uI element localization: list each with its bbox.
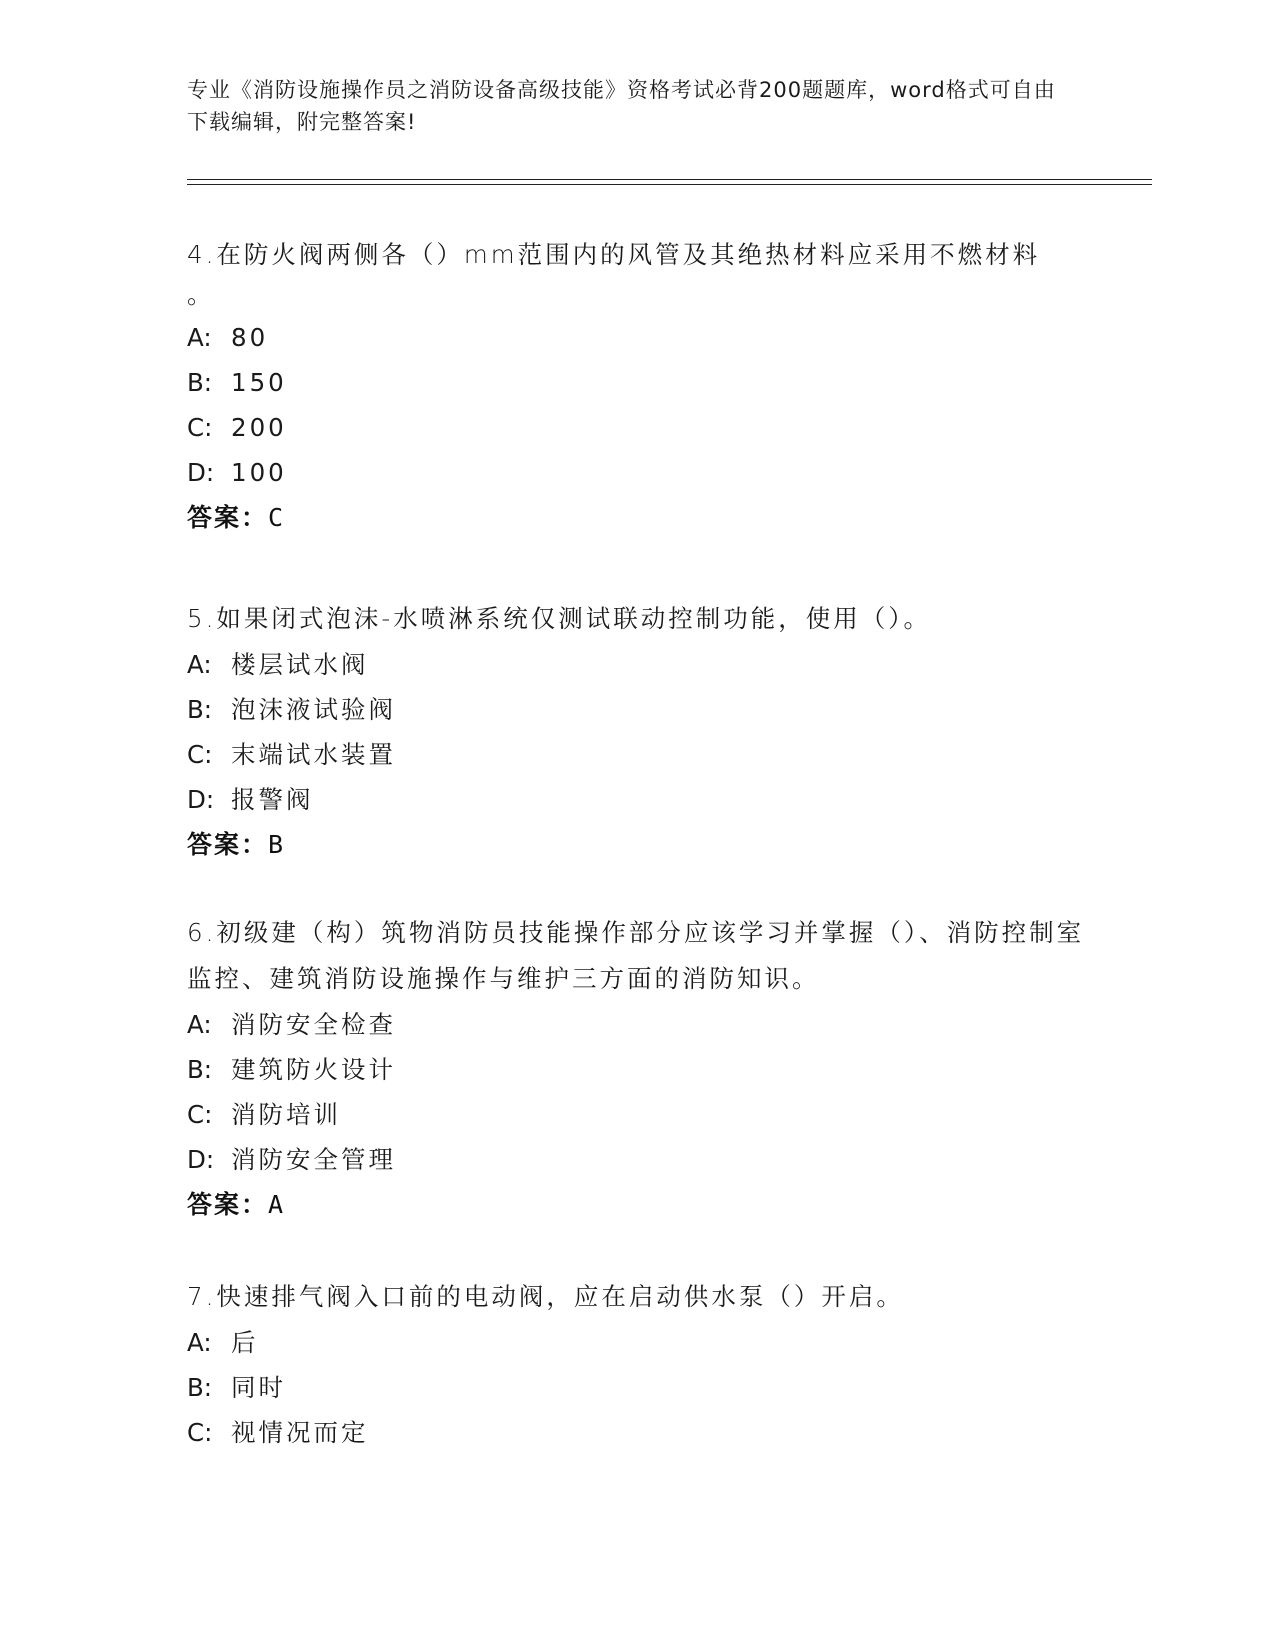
option-value: 200 [231, 413, 287, 442]
answer-line [187, 1182, 1087, 1228]
option-value: 视情况而定 [231, 1418, 369, 1447]
answer-label: 答案： [187, 830, 269, 859]
question-text: 6.初级建（构）筑物消防员技能操作部分应该学习并掌握（）、消防控制室监控、建筑消防设施操作与维护三方面的消防知识。 [187, 918, 1085, 993]
question-text: 4.在防火阀两侧各（）mm范围内的风管及其绝热材料应采用不燃材料 [187, 240, 1041, 269]
option-key: D: [187, 785, 215, 814]
question-text-tail: 。 [187, 280, 212, 309]
option-key: C: [187, 1100, 213, 1129]
option-value: 80 [231, 323, 269, 352]
option-key: A: [187, 1328, 212, 1357]
header-divider-bottom [187, 184, 1152, 185]
option-c [187, 732, 1087, 777]
option-key: A: [187, 650, 212, 679]
option-value: 泡沫液试验阀 [231, 695, 396, 724]
document-intro: 专业《消防设施操作员之消防设备高级技能》资格考试必背200题题库，word格式可自由下载编辑，附完整答案! [187, 78, 1056, 134]
option-value: 后 [231, 1328, 259, 1357]
option-key: A: [187, 1010, 212, 1039]
option-a [187, 1320, 1087, 1365]
option-c [187, 405, 1087, 450]
option-value: 报警阀 [231, 785, 314, 814]
option-b [187, 687, 1087, 732]
option-key: D: [187, 1145, 215, 1174]
option-value: 消防安全检查 [231, 1010, 396, 1039]
option-b [187, 1365, 1087, 1410]
answer-label: 答案： [187, 503, 269, 532]
header-divider-top [187, 179, 1152, 180]
option-key: C: [187, 413, 213, 442]
option-value: 楼层试水阀 [231, 650, 369, 679]
option-a [187, 642, 1087, 687]
answer-label: 答案： [187, 1190, 269, 1219]
option-key: A: [187, 323, 212, 352]
option-c [187, 1092, 1087, 1137]
answer-value: C [268, 503, 286, 532]
option-a [187, 315, 1087, 360]
option-key: B: [187, 368, 213, 397]
question-6 [187, 910, 1087, 1228]
option-value: 消防培训 [231, 1100, 341, 1129]
option-key: D: [187, 458, 215, 487]
option-c [187, 1410, 1087, 1455]
answer-value: B [268, 830, 286, 859]
question-text: 5.如果闭式泡沫-水喷淋系统仅测试联动控制功能，使用（）。 [187, 604, 931, 633]
option-key: C: [187, 740, 213, 769]
option-key: B: [187, 695, 213, 724]
question-5 [187, 596, 1087, 868]
option-key: B: [187, 1373, 213, 1402]
option-b [187, 360, 1087, 405]
option-key: C: [187, 1418, 213, 1447]
option-b [187, 1047, 1087, 1092]
option-value: 150 [231, 368, 287, 397]
option-value: 同时 [231, 1373, 286, 1402]
option-key: B: [187, 1055, 213, 1084]
answer-line [187, 495, 1087, 541]
answer-value: A [268, 1190, 286, 1219]
option-value: 消防安全管理 [231, 1145, 396, 1174]
option-d [187, 450, 1087, 495]
question-text: 7.快速排气阀入口前的电动阀，应在启动供水泵（）开启。 [187, 1282, 904, 1311]
answer-line [187, 822, 1087, 868]
question-4 [187, 232, 1087, 541]
question-7 [187, 1274, 1087, 1455]
option-value: 建筑防火设计 [231, 1055, 396, 1084]
option-d [187, 1137, 1087, 1182]
option-d [187, 777, 1087, 822]
option-a [187, 1002, 1087, 1047]
option-value: 末端试水装置 [231, 740, 396, 769]
option-value: 100 [231, 458, 287, 487]
